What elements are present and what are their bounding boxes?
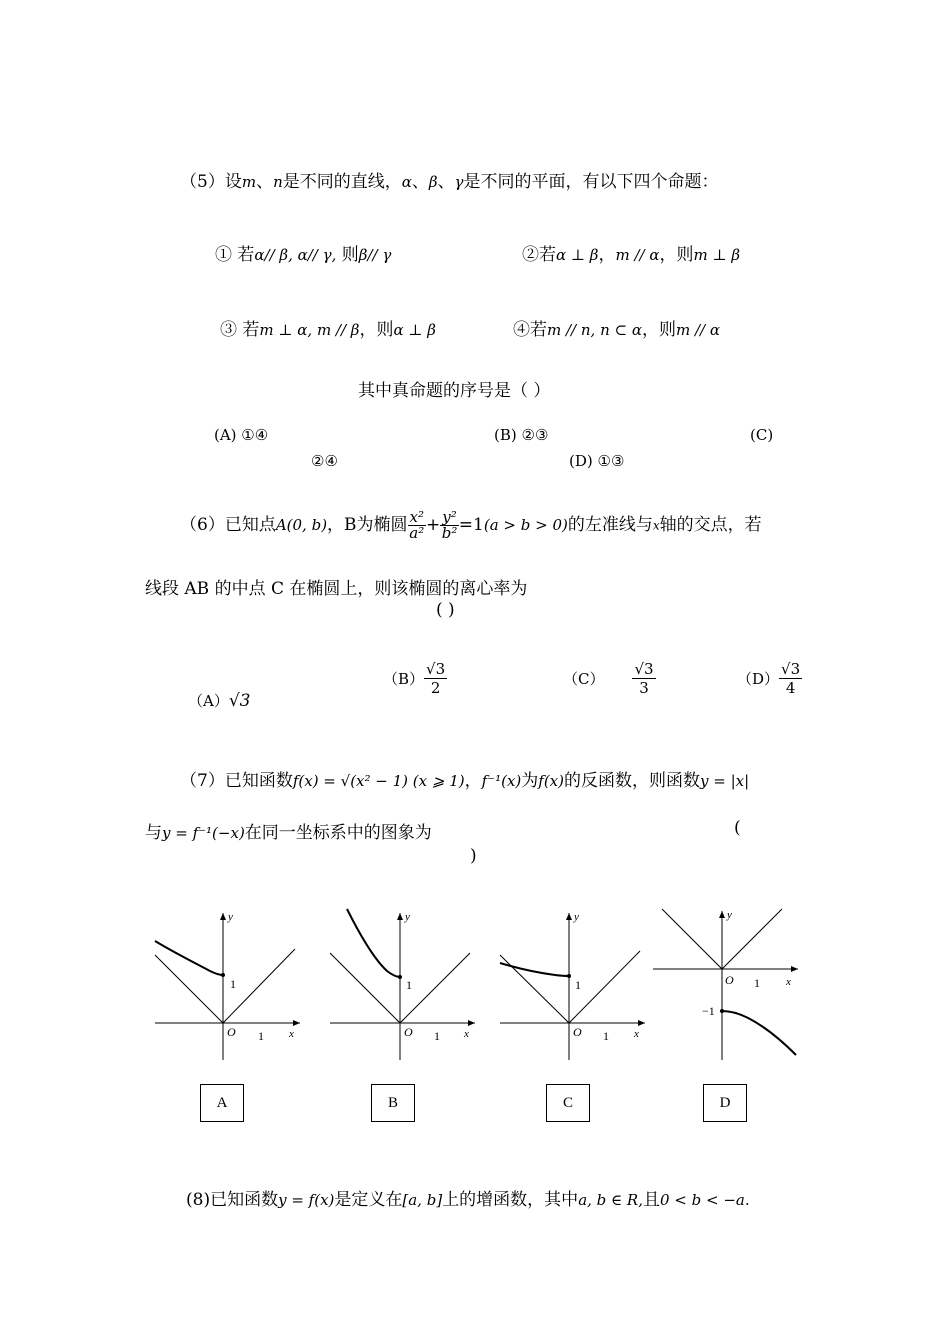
- graph-b-one-x: 1: [434, 1029, 440, 1043]
- graph-c-x-label: x: [634, 1028, 639, 1040]
- graph-b-origin: O: [404, 1025, 413, 1039]
- graph-b-y-label: y: [405, 911, 410, 923]
- q7-line-1: （7）已知函数f(x) = √(x² − 1) (x ⩾ 1)，f⁻¹(x)为f(x)的反函数，则函数y = |x|: [180, 771, 750, 791]
- graph-b-label-box[interactable]: B: [371, 1084, 415, 1122]
- q5-question: 其中真命题的序号是（ ）: [358, 381, 551, 401]
- graph-d: [650, 905, 810, 1065]
- graph-d-x-label: x: [786, 976, 791, 988]
- q8-line-1: (8)已知函数y = f(x)是定义在[a, b]上的增函数，其中a, b ∈ R,且0 < b < −a.: [186, 1190, 750, 1210]
- graph-c-one-y: 1: [575, 978, 581, 992]
- graph-a-label-box[interactable]: A: [200, 1084, 244, 1122]
- q5-proposition-4: ④若m // n, n ⊂ α，则m // α: [513, 320, 720, 340]
- q7-paren-close: ): [470, 846, 477, 866]
- graph-b-x-label: x: [464, 1028, 469, 1040]
- graph-c-label-box[interactable]: C: [546, 1084, 590, 1122]
- graph-d-label-box[interactable]: D: [703, 1084, 747, 1122]
- q6-option-c: （C） $\frac{√3}{3}$: [563, 660, 654, 697]
- graph-a-y-label: y: [228, 911, 233, 923]
- graph-d-origin: O: [725, 973, 734, 987]
- q6-option-a: （A）√3: [188, 691, 251, 711]
- fraction-y2-b2: $\frac{\text{y²}}{\text{b²}}$: [441, 508, 458, 542]
- q6-line-2: 线段 AB 的中点 C 在椭圆上，则该椭圆的离心率为: [145, 579, 528, 599]
- graph-c-origin: O: [573, 1025, 582, 1039]
- q5-option-c-value: ②④: [311, 452, 338, 470]
- q5-stem: （5）设m、n是不同的直线，α、β、γ是不同的平面，有以下四个命题：: [180, 172, 719, 192]
- graph-c-one-x: 1: [603, 1029, 609, 1043]
- q5-option-c: (C): [750, 426, 774, 444]
- q5-proposition-3: ③ 若m ⊥ α, m // β，则α ⊥ β: [220, 320, 436, 340]
- graph-d-y-label: y: [727, 909, 732, 921]
- q7-paren-open: (: [734, 818, 741, 838]
- graph-d-neg-one: −1: [702, 1004, 715, 1018]
- q5-option-a: (A) ①④: [214, 426, 269, 444]
- q5-option-b: (B) ②③: [494, 426, 549, 444]
- graph-a-one-y: 1: [230, 977, 236, 991]
- graph-a-x-label: x: [289, 1028, 294, 1040]
- graph-d-one-x: 1: [754, 976, 760, 990]
- graph-b: [325, 905, 485, 1065]
- q6-line-1: （6）已知点A(0, b)，B为椭圆 $\frac{\text{x²}}{\text{a²}}$ + $\frac{\text{y²}}{\text{b²}}$ =1(a > b > 0)的左准线与x轴的交点，若: [180, 508, 762, 542]
- graph-c-y-label: y: [574, 911, 579, 923]
- q7-line-2: 与y = f⁻¹(−x)在同一坐标系中的图象为: [145, 823, 432, 843]
- fraction-x2-a2: $\frac{\text{x²}}{\text{a²}}$: [409, 508, 425, 542]
- q6-option-d: （D） $\frac{√3}{4}$: [737, 660, 801, 697]
- q6-option-b: （B） $\frac{√3}{2}$: [383, 660, 446, 697]
- graph-c: [495, 905, 655, 1065]
- q5-proposition-1: ① 若α// β, α// γ, 则β// γ: [215, 245, 392, 265]
- graph-a-one-x: 1: [258, 1029, 264, 1043]
- q5-option-d: (D) ①③: [569, 452, 625, 470]
- q5-proposition-2: ②若α ⊥ β，m // α，则m ⊥ β: [522, 245, 740, 265]
- graph-a-origin: O: [227, 1025, 236, 1039]
- q6-paren: ( ): [436, 600, 455, 620]
- graph-b-one-y: 1: [406, 978, 412, 992]
- graph-a: [150, 905, 310, 1065]
